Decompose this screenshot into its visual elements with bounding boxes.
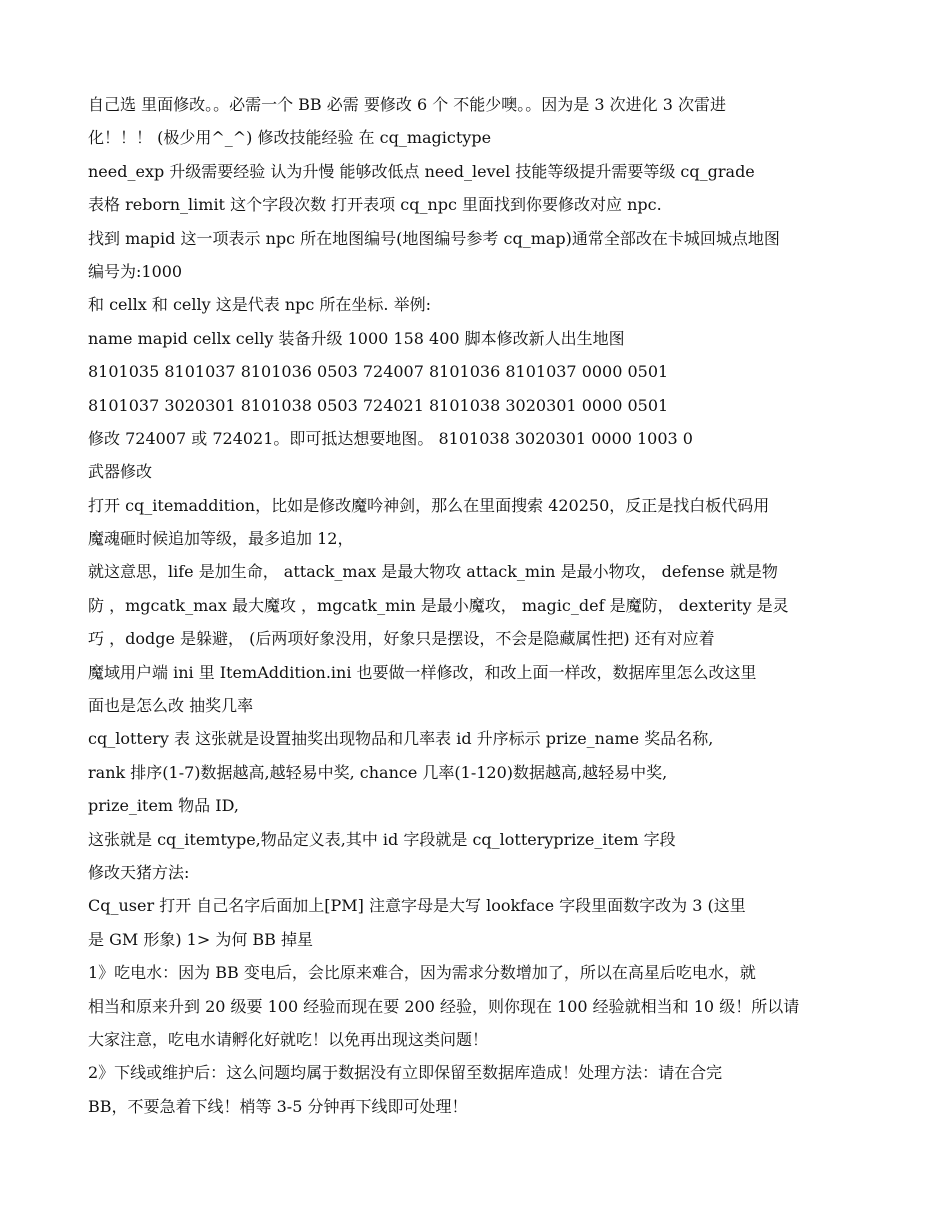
text-line: Cq_user 打开 自己名字后面加上[PM] 注意字母是大写 lookface 字段里面数字改为 3 (这里 (88, 896, 746, 916)
text-line: 化！！！ (极少用^_^) 修改技能经验 在 cq_magictype (88, 128, 492, 148)
text-line: need_exp 升级需要经验 认为升慢 能够改低点 need_level 技能等级提升需要等级 cq_grade (88, 161, 755, 181)
text-line: rank 排序(1-7)数据越高,越轻易中奖, chance 几率(1-120)数据越高,越轻易中奖, (88, 762, 668, 782)
text-line: 就这意思，life 是加生命， attack_max 是最大物攻 attack_min 是最小物攻， defense 就是物 (88, 562, 778, 582)
text-line: 这张就是 cq_itemtype,物品定义表,其中 id 字段就是 cq_lotteryprize_item 字段 (88, 829, 676, 849)
text-line: 自己选 里面修改。。必需一个 BB 必需 要修改 6 个 不能少噢。。因为是 3 次进化 3 次雷进 (88, 95, 727, 114)
text-line: prize_item 物品 ID, (88, 796, 239, 816)
text-line: 2》下线或维护后：这么问题均属于数据没有立即保留至数据库造成！处理方法：请在合完 (88, 1063, 723, 1083)
text-line: 魔魂砸时候追加等级，最多追加 12， (88, 529, 354, 549)
text-line: 大家注意，吃电水请孵化好就吃！以免再出现这类问题！ (88, 1029, 489, 1049)
section-heading: 修改天猪方法: (88, 862, 190, 882)
document-body (88, 88, 878, 1123)
text-line: cq_lottery 表 这张就是设置抽奖出现物品和几率表 id 升序标示 prize_name 奖品名称, (88, 729, 714, 749)
text-line: 相当和原来升到 20 级要 100 经验而现在要 200 经验，则你现在 100 经验就相当和 10 级！所以请 (88, 996, 800, 1016)
text-line: 1》吃电水：因为 BB 变电后，会比原来难合，因为需求分数增加了，所以在高星后吃电水，就 (88, 963, 756, 983)
text-line: 是 GM 形象) 1> 为何 BB 掉星 (88, 929, 314, 949)
text-line: 防 ，mgcatk_max 最大魔攻 ，mgcatk_min 是最小魔攻， magic_def 是魔防， dexterity 是灵 (88, 595, 789, 615)
text-line: 面也是怎么改 抽奖几率 (88, 696, 254, 716)
text-line: 8101035 8101037 8101036 0503 724007 8101036 8101037 0000 0501 (88, 362, 669, 382)
text-line: 8101037 3020301 8101038 0503 724021 8101038 3020301 0000 0501 (88, 395, 669, 415)
section-heading: 武器修改 (88, 462, 153, 482)
text-line: 找到 mapid 这一项表示 npc 所在地图编号(地图编号参考 cq_map)通常全部改在卡城回城点地图 (88, 228, 780, 248)
text-line: 魔域用户端 ini 里 ItemAddition.ini 也要做一样修改，和改上面一样改，数据库里怎么改这里 (88, 662, 757, 682)
text-line: 修改 724007 或 724021。即可抵达想要地图。 8101038 3020301 0000 1003 0 (88, 428, 693, 448)
text-line: name mapid cellx celly 装备升级 1000 158 400 脚本修改新人出生地图 (88, 328, 625, 348)
text-line: 打开 cq_itemaddition，比如是修改魔吟神剑，那么在里面搜索 420250，反正是找白板代码用 (88, 495, 770, 515)
text-line: 和 cellx 和 celly 这是代表 npc 所在坐标. 举例: (88, 295, 431, 315)
text-line: 表格 reborn_limit 这个字段次数 打开表项 cq_npc 里面找到你要修改对应 npc. (88, 195, 662, 215)
text-line: 巧 ，dodge 是躲避， (后两项好象没用，好象只是摆设，不会是隐藏属性把) 还有对应着 (88, 629, 715, 649)
text-line: BB，不要急着下线！梢等 3-5 分钟再下线即可处理！ (88, 1096, 468, 1116)
text-line: 编号为:1000 (88, 261, 183, 281)
